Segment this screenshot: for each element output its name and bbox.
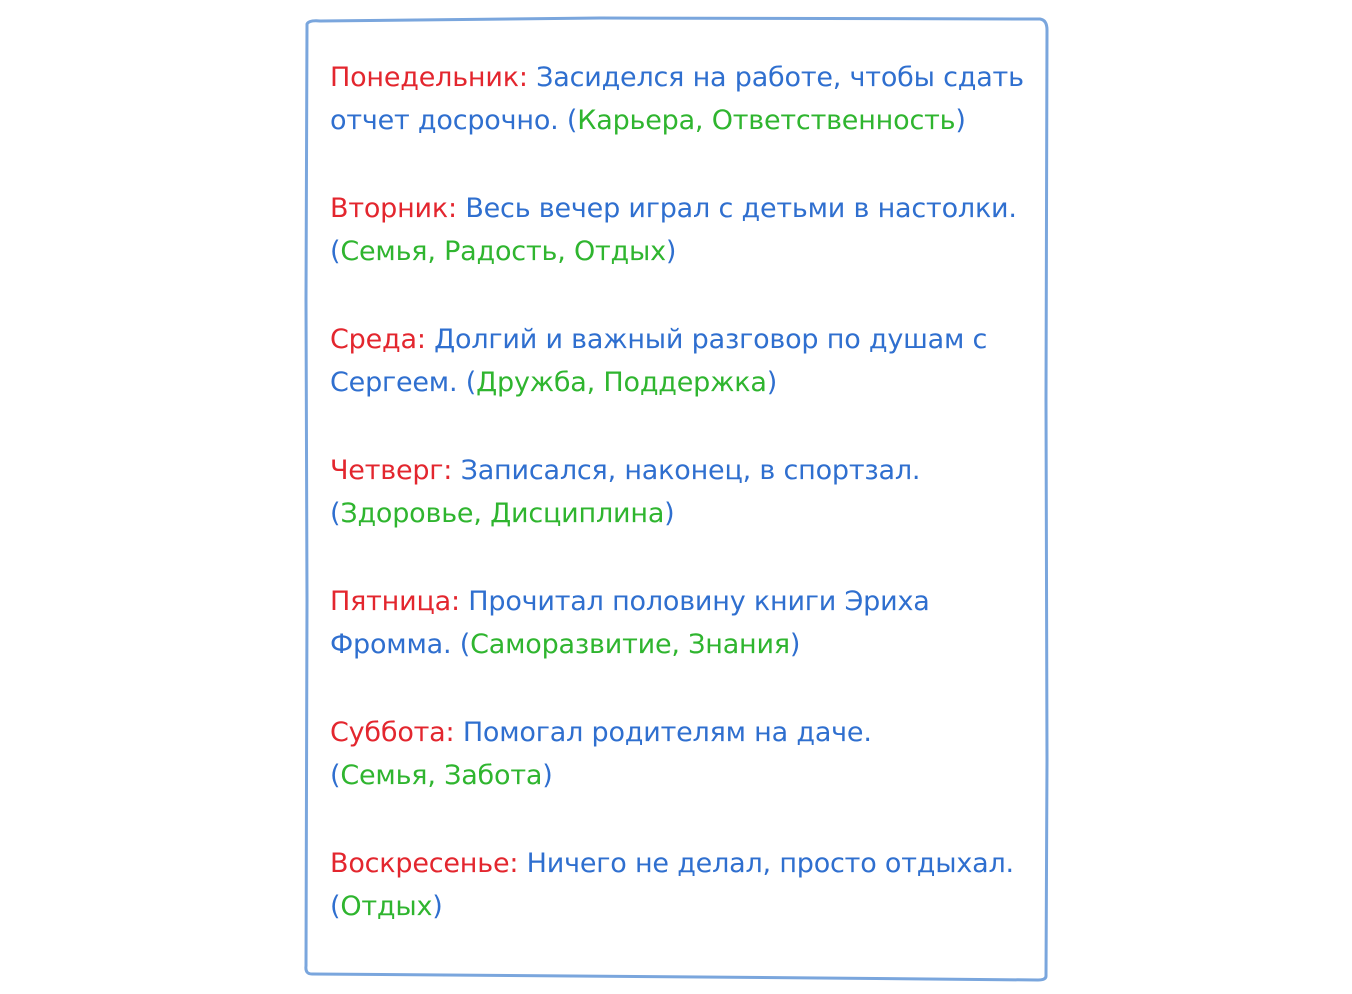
entry-line	[330, 56, 1030, 99]
day-label: Воскресенье:	[330, 848, 519, 879]
entry-line: (Здоровье, Дисциплина)	[330, 498, 675, 529]
entry-tuesday	[330, 187, 1030, 273]
entry-text: Прочитал половину книги Эриха	[468, 586, 930, 617]
day-label: Понедельник:	[330, 62, 528, 93]
entry-line: (Семья, Забота)	[330, 760, 553, 791]
entry-line: (Отдых)	[330, 891, 443, 922]
value-tags: Семья, Радость, Отдых	[340, 236, 666, 267]
entry-text: Сергеем.	[330, 367, 458, 398]
value-tags: Дружба, Поддержка	[476, 367, 767, 398]
entry-line: Фромма. (Саморазвитие, Знания)	[330, 629, 801, 660]
entry-text: отчет досрочно.	[330, 105, 559, 136]
entry-line: отчет досрочно. (Карьера, Ответственность)	[330, 105, 966, 136]
entry-line: (Семья, Радость, Отдых)	[330, 236, 677, 267]
entry-friday	[330, 580, 1030, 666]
value-tags: Отдых	[340, 891, 433, 922]
day-label: Среда:	[330, 324, 426, 355]
entry-monday	[330, 56, 1030, 142]
entry-line	[330, 711, 1030, 754]
entry-line	[330, 842, 1030, 885]
day-label: Пятница:	[330, 586, 460, 617]
entry-text: Весь вечер играл с детьми в настолки.	[465, 193, 1017, 224]
diary-note	[330, 56, 1030, 973]
entry-text: Долгий и важный разговор по душам с	[434, 324, 988, 355]
entry-text: Записался, наконец, в спортзал.	[460, 455, 921, 486]
day-label: Четверг:	[330, 455, 453, 486]
entry-line	[330, 449, 1030, 492]
value-tags: Семья, Забота	[340, 760, 543, 791]
value-tags: Саморазвитие, Знания	[470, 629, 790, 660]
entry-line	[330, 318, 1030, 361]
entry-text: Помогал родителям на даче.	[462, 717, 872, 748]
entry-text: Засиделся на работе, чтобы сдать	[536, 62, 1024, 93]
entry-sunday	[330, 842, 1030, 928]
value-tags: Здоровье, Дисциплина	[340, 498, 665, 529]
entry-text: Фромма.	[330, 629, 452, 660]
entry-line: Сергеем. (Дружба, Поддержка)	[330, 367, 778, 398]
day-label: Вторник:	[330, 193, 457, 224]
day-label: Суббота:	[330, 717, 455, 748]
entry-wednesday	[330, 318, 1030, 404]
entry-line	[330, 580, 1030, 623]
entry-line	[330, 187, 1030, 230]
entry-text: Ничего не делал, просто отдыхал.	[526, 848, 1014, 879]
value-tags: Карьера, Ответственность	[577, 105, 956, 136]
entry-thursday	[330, 449, 1030, 535]
entry-saturday	[330, 711, 1030, 797]
